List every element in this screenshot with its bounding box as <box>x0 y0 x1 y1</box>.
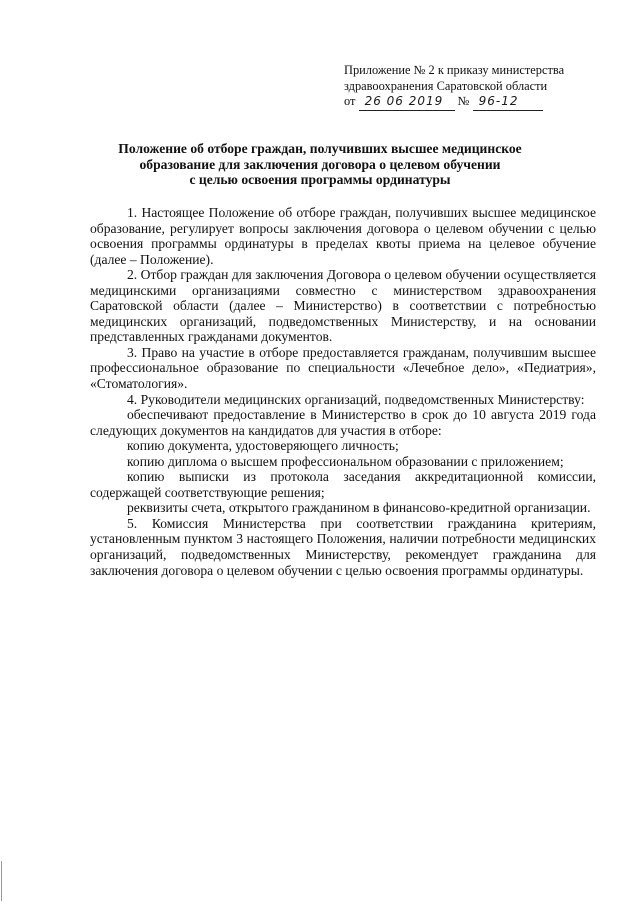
document-title <box>90 141 550 188</box>
handwritten-date: 26 06 2019 <box>359 94 455 111</box>
title-line-1: Положение об отборе граждан, получивших высшее медицинское <box>118 141 522 156</box>
appendix-line-1: Приложение № 2 к приказу министерства <box>344 63 565 77</box>
list-item-bank-details: реквизиты счета, открытого гражданином в финансово-кредитной организации. <box>127 500 591 516</box>
from-label: от <box>344 94 356 108</box>
appendix-header <box>344 63 624 111</box>
scan-edge-mark <box>1 861 2 901</box>
list-item-passport-copy: копию документа, удостоверяющего личность; <box>127 438 399 454</box>
title-line-2: образование для заключения договора о целевом обучении <box>139 156 501 172</box>
number-label: № <box>457 94 470 108</box>
paragraph-2: 2. Отбор граждан для заключения Договора о целевом обучении осуществляется медицинскими организациями совместно с министерством здравоохранения Саратовской области (далее – Министерство) в соответствии с потребностью медицинских организаций, подведомственных Министерству, и на основании представленных гражданами документов. <box>90 267 596 345</box>
paragraph-4-duty: обеспечивают предоставление в Министерство в срок до 10 августа 2019 года следующих документов на кандидатов для участия в отборе: <box>90 407 596 438</box>
paragraph-1: 1. Настоящее Положение об отборе граждан, получивших высшее медицинское образование, регулирует вопросы заключения договора о целевом обучении с целью освоения программы ординатуры в пределах квоты приема на целевое обучение (далее – Положение). <box>90 205 596 267</box>
paragraph-3: 3. Право на участие в отборе предоставляется гражданам, получившим высшее профессиональное образование по специальности «Лечебное дело», «Педиатрия», «Стоматология». <box>90 344 596 392</box>
paragraph-5: 5. Комиссия Министерства при соответствии гражданина критериям, установленным пунктом 3 настоящего Положения, наличии потребности медицинских организаций, подведомственных Министерству, рекомендует гражданина для заключения договора о целевом обучении с целью освоения программы ординатуры. <box>90 515 596 578</box>
list-item-diploma-copy: копию диплома о высшем профессиональном образовании с приложением; <box>127 453 564 469</box>
title-line-3: с целью освоения программы ординатуры <box>189 172 451 187</box>
appendix-date-line <box>344 94 624 111</box>
document-body <box>90 205 596 578</box>
list-item-protocol-extract: копию выписки из протокола заседания аккредитационной комиссии, содержащей соответствующие решения; <box>90 469 596 500</box>
paragraph-4: 4. Руководители медицинских организаций, подведомственных Министерству: <box>127 391 585 407</box>
handwritten-number: 96-12 <box>473 94 543 111</box>
appendix-line-2: здравоохранения Саратовской области <box>344 78 548 93</box>
